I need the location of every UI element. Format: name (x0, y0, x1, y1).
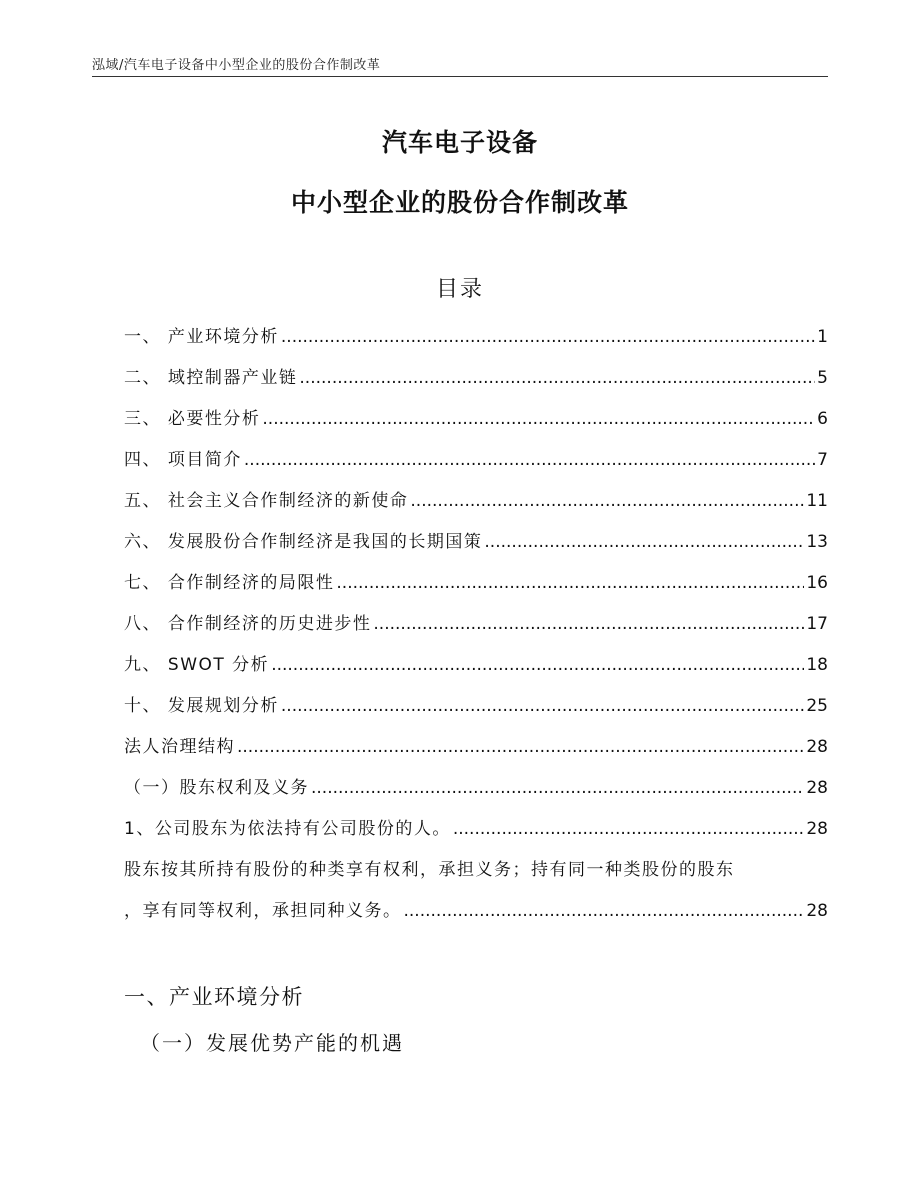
toc-entry-label: 五、 社会主义合作制经济的新使命 (124, 491, 409, 511)
toc-entry-page: 28 (806, 901, 828, 921)
toc-entry-page: 5 (817, 368, 828, 388)
toc-entry-label: ，享有同等权利，承担同种义务。 (124, 901, 402, 921)
toc-entry-label: 一、 产业环境分析 (124, 327, 279, 347)
toc-leader-dots (404, 901, 805, 921)
toc-entry-label: 九、 SWOT 分析 (124, 655, 270, 675)
toc-entry-label: 七、 合作制经济的局限性 (124, 573, 335, 593)
toc-leader-dots (453, 819, 805, 839)
toc-entry[interactable] (124, 814, 828, 844)
toc-entry[interactable] (124, 568, 828, 598)
toc-entry-label: 1、公司股东为依法持有公司股份的人。 (124, 819, 451, 839)
document-title-line-1: 汽车电子设备 (381, 128, 538, 157)
toc-entry-label: 六、 发展股份合作制经济是我国的长期国策 (124, 532, 483, 552)
toc-entry[interactable] (124, 363, 828, 393)
toc-entry[interactable] (124, 404, 828, 434)
toc-leader-dots (410, 491, 804, 511)
toc-entry[interactable] (124, 445, 828, 475)
toc-entry[interactable] (124, 896, 828, 926)
toc-entry-label: 二、 域控制器产业链 (124, 368, 298, 388)
toc-leader-dots (271, 655, 804, 675)
toc-entry[interactable] (124, 691, 828, 721)
toc-entry-page: 28 (806, 819, 828, 839)
toc-entry-page: 25 (806, 696, 828, 716)
toc-entry-label: 三、 必要性分析 (124, 409, 261, 429)
toc-entry[interactable] (124, 732, 828, 762)
header-text: 泓域/汽车电子设备中小型企业的股份合作制改革 (92, 58, 381, 73)
toc-leader-dots (237, 737, 804, 757)
toc-entry-page: 11 (806, 491, 828, 511)
toc-entry-label: 法人治理结构 (124, 737, 235, 757)
document-title-line-2: 中小型企业的股份合作制改革 (290, 188, 629, 217)
toc-entry[interactable] (124, 527, 828, 557)
toc-leader-dots (311, 778, 804, 798)
toc-leader-dots (262, 409, 815, 429)
toc-leader-dots (336, 573, 804, 593)
toc-entry-page: 17 (806, 614, 828, 634)
toc-entry-page: 7 (817, 450, 828, 470)
toc-entry-page: 13 (806, 532, 828, 552)
toc-entry-wrapped-line-1[interactable]: 股东按其所持有股份的种类享有权利，承担义务；持有同一种类股份的股东 (124, 860, 735, 880)
toc-entry-label: 四、 项目简介 (124, 450, 242, 470)
toc-entry[interactable] (124, 650, 828, 680)
toc-leader-dots (281, 327, 815, 347)
toc-entry-label: 八、 合作制经济的历史进步性 (124, 614, 372, 634)
subsection-heading: （一）发展优势产能的机遇 (140, 1031, 404, 1055)
toc-entry-label: 十、 发展规划分析 (124, 696, 279, 716)
toc-entry[interactable] (124, 322, 828, 352)
section-heading: 一、产业环境分析 (124, 985, 304, 1009)
toc-entry-page: 1 (817, 327, 828, 347)
toc-entry-page: 6 (817, 409, 828, 429)
toc-leader-dots (299, 368, 815, 388)
toc-heading: 目录 (435, 277, 484, 302)
toc-entry[interactable] (124, 773, 828, 803)
toc-entry-page: 16 (806, 573, 828, 593)
toc-leader-dots (373, 614, 804, 634)
page-header (0, 0, 920, 78)
toc-entry-page: 18 (806, 655, 828, 675)
toc-leader-dots (484, 532, 804, 552)
toc-entry-page: 28 (806, 737, 828, 757)
toc-entry[interactable] (124, 486, 828, 516)
toc-entry[interactable] (124, 609, 828, 639)
toc-entry-label: （一）股东权利及义务 (124, 778, 309, 798)
header-divider (92, 76, 828, 77)
toc-leader-dots (281, 696, 804, 716)
toc-leader-dots (244, 450, 815, 470)
toc-entry-page: 28 (806, 778, 828, 798)
